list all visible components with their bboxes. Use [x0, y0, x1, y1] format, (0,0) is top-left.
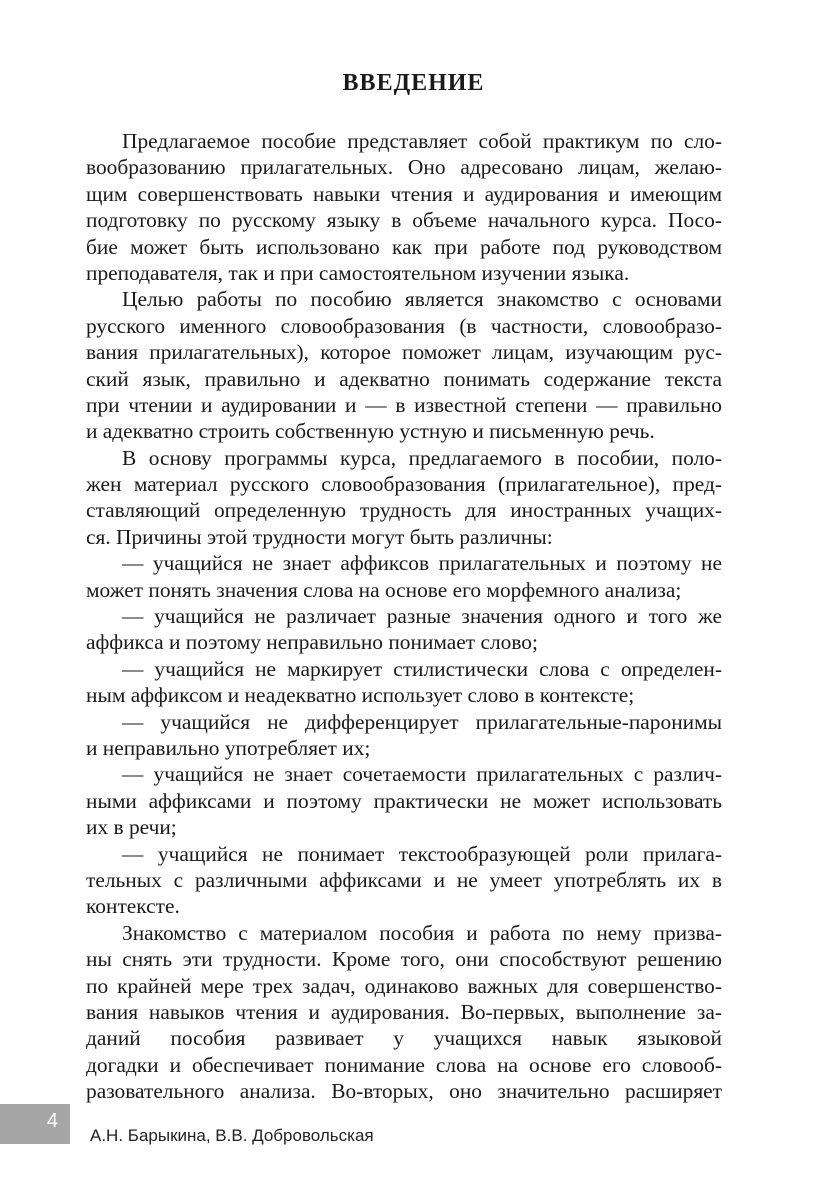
page-number-box [0, 1104, 70, 1144]
footer-authors: А.Н. Барыкина, В.В. Добровольская [90, 1126, 374, 1145]
list-item-line: — учащийся не дифференцирует прилагательные-паронимы [122, 709, 722, 734]
text-line: даний пособия развивает у учащихся навык языковой [86, 1026, 722, 1051]
list-item-line: их в речи; [86, 815, 177, 840]
text-line: щим совершенствовать навыки чтения и аудирования и имеющим [86, 181, 722, 206]
text-line: вания прилагательных), которое поможет лицам, изучающим рус- [86, 340, 722, 365]
body-text [86, 128, 722, 1104]
list-item-line: — учащийся не маркирует стилистически слова с определен- [122, 656, 722, 681]
list-item-line: может понять значения слова на основе его морфемного анализа; [86, 577, 682, 602]
list-item-line: аффикса и поэтому неправильно понимает слово; [86, 630, 538, 655]
text-line: ны снять эти трудности. Кроме того, они способствуют решению [86, 947, 722, 972]
text-line: и адекватно строить собственную устную и письменную речь. [86, 419, 655, 444]
text-line: вообразованию прилагательных. Оно адресовано лицам, желаю- [86, 155, 722, 180]
list-item-line: — учащийся не различает разные значения одного и того же [122, 604, 722, 629]
page-number: 4 [46, 1110, 58, 1132]
text-line: ский язык, правильно и адекватно понимать содержание текста [86, 366, 722, 391]
text-line: при чтении и аудировании и — в известной степени — правильно [86, 392, 722, 417]
list-item-line: контексте. [86, 894, 180, 919]
text-line: бие может быть использовано как при работе под руководством [86, 234, 722, 259]
text-line: ся. Причины этой трудности могут быть различны: [86, 524, 553, 549]
list-item-line: — учащийся не знает аффиксов прилагательных и поэтому не [122, 551, 722, 576]
list-item-line: ными аффиксами и поэтому практически не может использовать [86, 788, 722, 813]
text-line: ставляющий определенную трудность для иностранных учащих- [86, 498, 722, 523]
text-line: жен материал русского словообразования (прилагательное), пред- [86, 472, 722, 497]
text-line: подготовку по русскому языку в объеме начального курса. Посо- [86, 208, 722, 233]
text-line: догадки и обеспечивает понимание слова на основе его словооб- [86, 1052, 722, 1077]
list-item-line: и неправильно употребляет их; [86, 735, 371, 760]
text-line: по крайней мере трех задач, одинаково важных для совершенство- [86, 973, 722, 998]
list-item-line: тельных с различными аффиксами и не умеет употреблять их в [86, 867, 722, 892]
text-line: вания навыков чтения и аудирования. Во-первых, выполнение за- [86, 999, 722, 1024]
text-line: В основу программы курса, предлагаемого в пособии, поло- [122, 445, 722, 470]
text-line: преподавателя, так и при самостоятельном изучении языка. [86, 260, 630, 285]
list-item-line: — учащийся не знает сочетаемости прилагательных с различ- [122, 762, 722, 787]
text-line: Предлагаемое пособие представляет собой практикум по сло- [122, 129, 722, 153]
list-item-line: — учащийся не понимает текстообразующей роли прилага- [122, 841, 722, 866]
list-item-line: ным аффиксом и неадекватно использует слово в контексте; [86, 683, 635, 708]
text-line: Знакомство с материалом пособия и работа по нему призва- [122, 920, 722, 945]
text-line: разовательного анализа. Во-вторых, оно значительно расширяет [86, 1079, 722, 1104]
page-title: ВВЕДЕНИЕ [342, 70, 485, 96]
text-line: русского именного словообразования (в частности, словообразо- [86, 313, 722, 338]
text-line: Целью работы по пособию является знакомство с основами [122, 287, 722, 312]
